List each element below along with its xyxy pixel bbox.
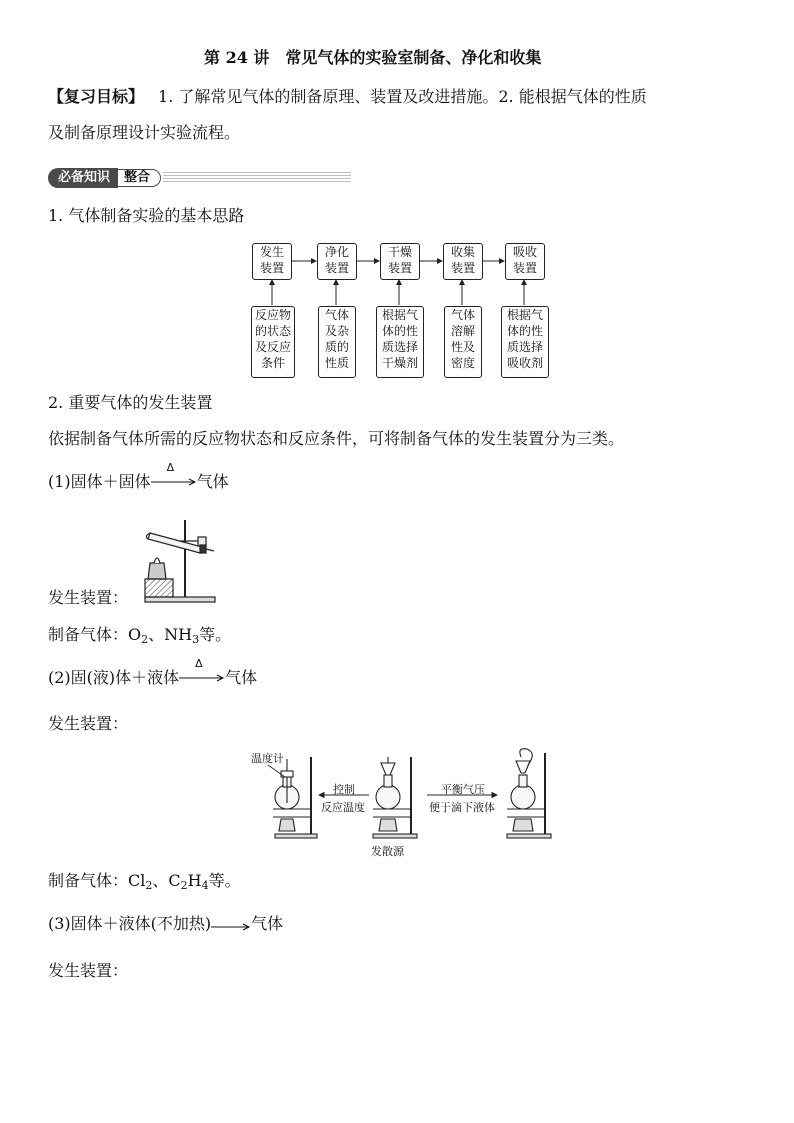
case1-reactants: (1)固体＋固体 [48,472,151,491]
section1-heading: 1. 气体制备实验的基本思路 [48,206,245,225]
section2-heading: 2. 重要气体的发生装置 [48,393,213,412]
balance-label-2: 便于滴下液体 [429,801,495,814]
badge-left: 必备知识 [48,168,118,188]
flow-diagram [0,0,794,400]
case3-equation [48,913,283,935]
badge-right: 整合 [118,169,161,187]
flow-note-generation: 反应物 的状态 及反应 条件 [251,306,295,378]
flow-box-generation: 发生 装置 [252,243,292,280]
case1-product: 气体 [196,472,229,491]
flow-arrows [0,0,794,400]
case2-equation [48,657,258,689]
section2-intro: 依据制备气体所需的反应物状态和反应条件，可将制备气体的发生装置分为三类。 [48,429,625,448]
solid-heating-apparatus-figure [140,515,220,605]
review-goals-text: 1. 了解常见气体的制备原理、装置及改进措施。2. 能根据气体的性质 [158,87,647,106]
case3-reactants: (3)固体＋液体(不加热) [48,914,212,933]
case1-equation [48,461,229,493]
case2-reactants: (2)固(液)体＋液体 [48,668,180,687]
control-label-1: 控制 [333,783,355,796]
case1-device-label: 发生装置： [48,588,129,607]
flow-note-collection: 气体 溶解 性及 密度 [444,306,482,378]
case2-product: 气体 [225,668,258,687]
case1-arrow [151,461,197,487]
review-goals-line2: 及制备原理设计实验流程。 [48,123,241,142]
flow-note-absorption: 根据气 体的性 质选择 吸收剂 [501,306,549,378]
page-title: 第 24 讲 常见气体的实验室制备、净化和收集 [204,48,542,67]
case3-device-label: 发生装置： [48,961,129,980]
case2-gases: 制备气体：$Cl_2$、$C_2H_4$等。 [48,871,241,892]
solid-liquid-heating-apparatus-figure [245,745,555,863]
review-goals-label: 【复习目标】 [48,87,145,106]
case1-condition: Δ [166,461,175,474]
flow-note-drying: 根据气 体的性 质选择 干燥剂 [376,306,424,378]
flow-box-drying: 干燥 装置 [380,243,420,280]
case3-arrow [211,918,251,932]
case2-device-label: 发生装置： [48,714,129,733]
case2-condition: Δ [195,657,203,670]
flow-box-absorption: 吸收 装置 [505,243,545,280]
balance-label-1: 平衡气压 [441,783,485,796]
flow-note-purification: 气体 及杂 质的 性质 [318,306,356,378]
case2-arrow [179,657,225,683]
flow-box-purification: 净化 装置 [317,243,357,280]
control-label-2: 反应温度 [321,801,365,814]
case1-gases: 制备气体：$O_2$、$NH_3$等。 [48,625,232,646]
thermometer-label: 温度计 [251,752,284,765]
flow-box-collection: 收集 装置 [443,243,483,280]
case3-product: 气体 [251,914,284,933]
source-label: 发散源 [371,845,404,858]
